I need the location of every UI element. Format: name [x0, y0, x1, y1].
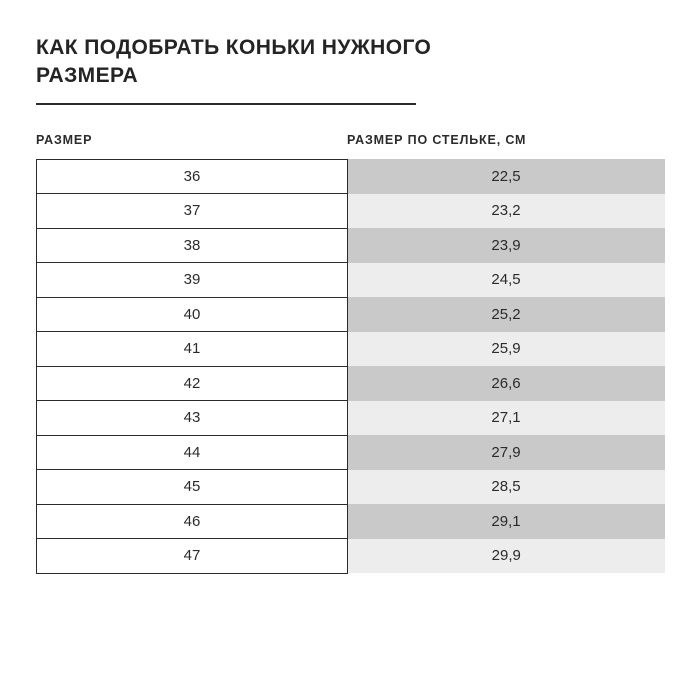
cell-size: 38 [37, 228, 348, 263]
cell-size: 47 [37, 539, 348, 574]
table-row [37, 228, 665, 263]
cell-insole: 28,5 [348, 470, 665, 505]
cell-insole: 29,9 [348, 539, 665, 574]
size-table-body [37, 159, 665, 573]
cell-size: 44 [37, 435, 348, 470]
table-row [37, 401, 665, 436]
cell-insole: 22,5 [348, 159, 665, 194]
cell-insole: 25,9 [348, 332, 665, 367]
column-headers [36, 133, 664, 147]
page-title: КАК ПОДОБРАТЬ КОНЬКИ НУЖНОГО РАЗМЕРА [36, 36, 432, 88]
table-row [37, 366, 665, 401]
cell-size: 40 [37, 297, 348, 332]
cell-size: 43 [37, 401, 348, 436]
cell-insole: 27,1 [348, 401, 665, 436]
table-row [37, 332, 665, 367]
cell-size: 39 [37, 263, 348, 298]
cell-insole: 23,9 [348, 228, 665, 263]
cell-insole: 26,6 [348, 366, 665, 401]
size-table [36, 159, 665, 574]
table-row [37, 297, 665, 332]
table-row [37, 194, 665, 229]
table-row [37, 539, 665, 574]
cell-insole: 24,5 [348, 263, 665, 298]
cell-size: 37 [37, 194, 348, 229]
cell-insole: 27,9 [348, 435, 665, 470]
cell-insole: 23,2 [348, 194, 665, 229]
table-row [37, 504, 665, 539]
cell-size: 36 [37, 159, 348, 194]
column-header-size: РАЗМЕР [36, 132, 93, 147]
column-header-insole: РАЗМЕР ПО СТЕЛЬКЕ, СМ [347, 132, 527, 147]
table-row [37, 159, 665, 194]
cell-size: 45 [37, 470, 348, 505]
cell-insole: 25,2 [348, 297, 665, 332]
table-row [37, 263, 665, 298]
title-divider [36, 103, 416, 105]
cell-size: 42 [37, 366, 348, 401]
table-row [37, 435, 665, 470]
cell-size: 46 [37, 504, 348, 539]
cell-insole: 29,1 [348, 504, 665, 539]
table-row [37, 470, 665, 505]
cell-size: 41 [37, 332, 348, 367]
